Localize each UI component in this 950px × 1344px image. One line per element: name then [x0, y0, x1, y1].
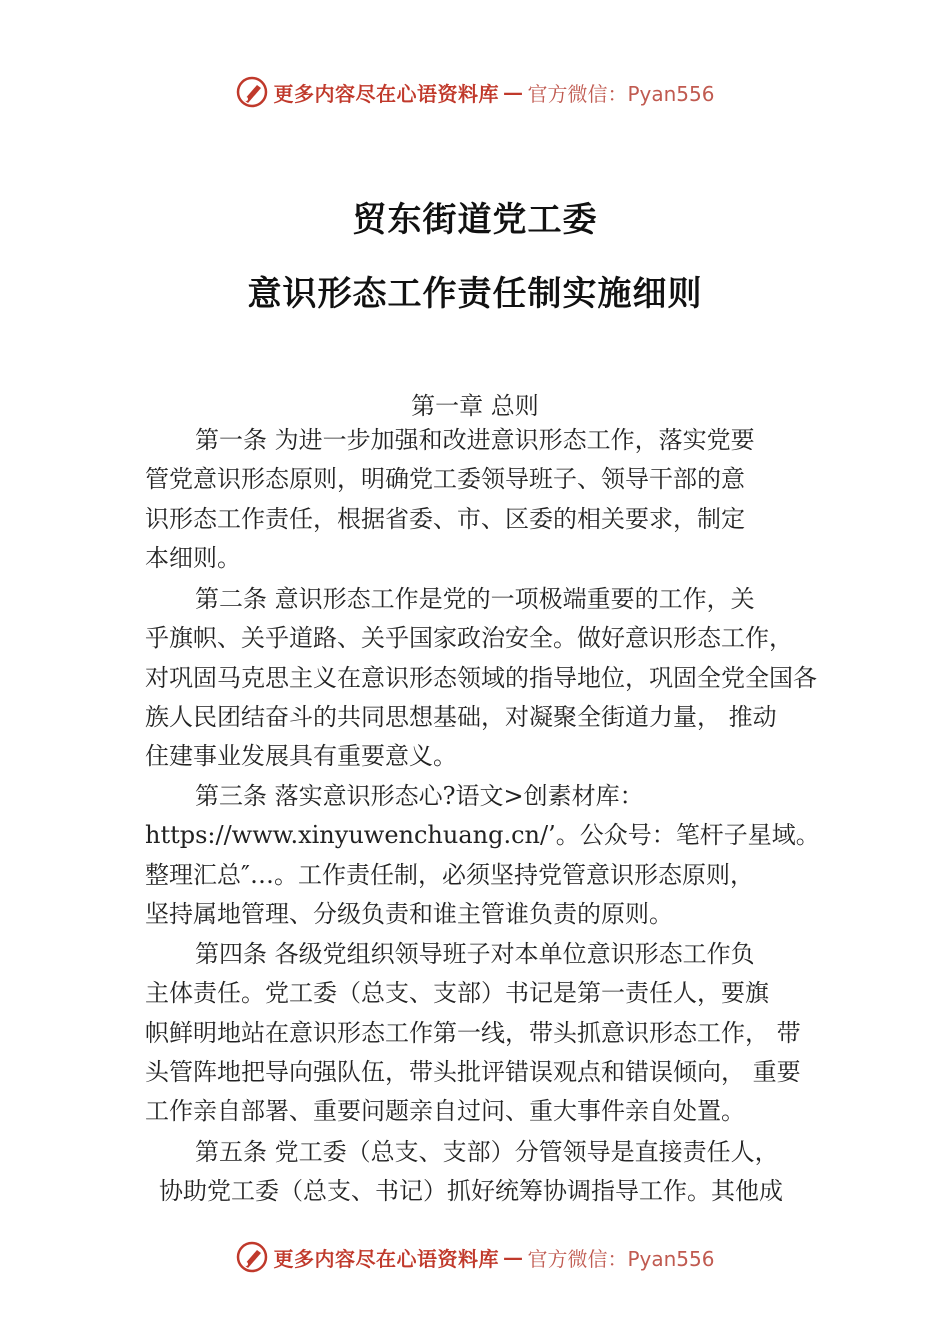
article-1-line: 第一条 为进一步加强和改进意识形态工作，落实党要	[195, 426, 755, 454]
article-4-line: 头管阵地把导向强队伍，带头批评错误观点和错误倾向， 重要	[145, 1057, 801, 1086]
article-2-line: 第二条 意识形态工作是党的一项极端重要的工作，关	[195, 585, 755, 613]
article-5	[145, 1133, 817, 1212]
article-3-line: 第三条 落实意识形态心?语文>创素材库：	[195, 782, 644, 810]
article-5-line: 协助党工委（总支、书记）抓好统筹协调指导工作。其他成	[159, 1177, 783, 1206]
watermark-text: 更多内容尽在心语资料库	[273, 81, 499, 106]
article-5-line: 第五条 党工委（总支、支部）分管领导是直接责任人，	[195, 1138, 779, 1166]
article-2-line: 对巩固马克思主义在意识形态领域的指导地位，巩固全党全国各	[145, 663, 817, 692]
article-4-line: 工作亲自部署、重要问题亲自过问、重大事件亲自处置。	[145, 1097, 745, 1126]
article-4-line: 主体责任。党工委（总支、支部）书记是第一责任人，要旗	[145, 979, 769, 1008]
pen-nib-logo-icon	[235, 1240, 269, 1274]
watermark-contact: 官方微信：Pyan556	[527, 1246, 715, 1271]
article-1-line: 识形态工作责任，根据省委、市、区委的相关要求，制定	[145, 504, 745, 533]
pen-nib-logo-icon	[235, 75, 269, 109]
article-4-line: 帜鲜明地站在意识形态工作第一线，带头抓意识形态工作， 带	[145, 1018, 801, 1047]
watermark-contact: 官方微信：Pyan556	[527, 81, 715, 106]
article-2-line: 乎旗帜、关乎道路、关乎国家政治安全。做好意识形态工作，	[145, 624, 793, 653]
article-3-line: 坚持属地管理、分级负责和谁主管谁负责的原则。	[145, 899, 673, 928]
document-title-line1: 贸东街道党工委	[352, 200, 598, 240]
watermark-dash: —	[502, 1245, 524, 1269]
article-4-line: 第四条 各级党组织领导班子对本单位意识形态工作负	[195, 940, 755, 968]
article-2	[145, 580, 817, 776]
header-watermark	[0, 72, 950, 112]
watermark-dash: —	[502, 80, 524, 104]
article-1-line: 本细则。	[145, 543, 241, 572]
footer-watermark	[0, 1237, 950, 1277]
article-1-line: 管党意识形态原则，明确党工委领导班子、领导干部的意	[145, 465, 745, 494]
article-3-line: 整理汇总″…。工作责任制，必须坚持党管意识形态原则，	[145, 860, 754, 889]
article-4	[145, 935, 817, 1131]
article-1	[145, 421, 817, 578]
article-2-line: 住建事业发展具有重要意义。	[145, 742, 457, 771]
document-title-line2: 意识形态工作责任制实施细则	[247, 274, 703, 314]
article-2-line: 族人民团结奋斗的共同思想基础，对凝聚全街道力量， 推动	[145, 702, 777, 731]
chapter-heading: 第一章 总则	[411, 392, 539, 420]
article-3-line: https://www.xinyuwenchuang.cn/’。公众号：笔杆子星域。	[145, 821, 820, 850]
watermark-text: 更多内容尽在心语资料库	[273, 1246, 499, 1271]
article-3	[145, 777, 820, 934]
